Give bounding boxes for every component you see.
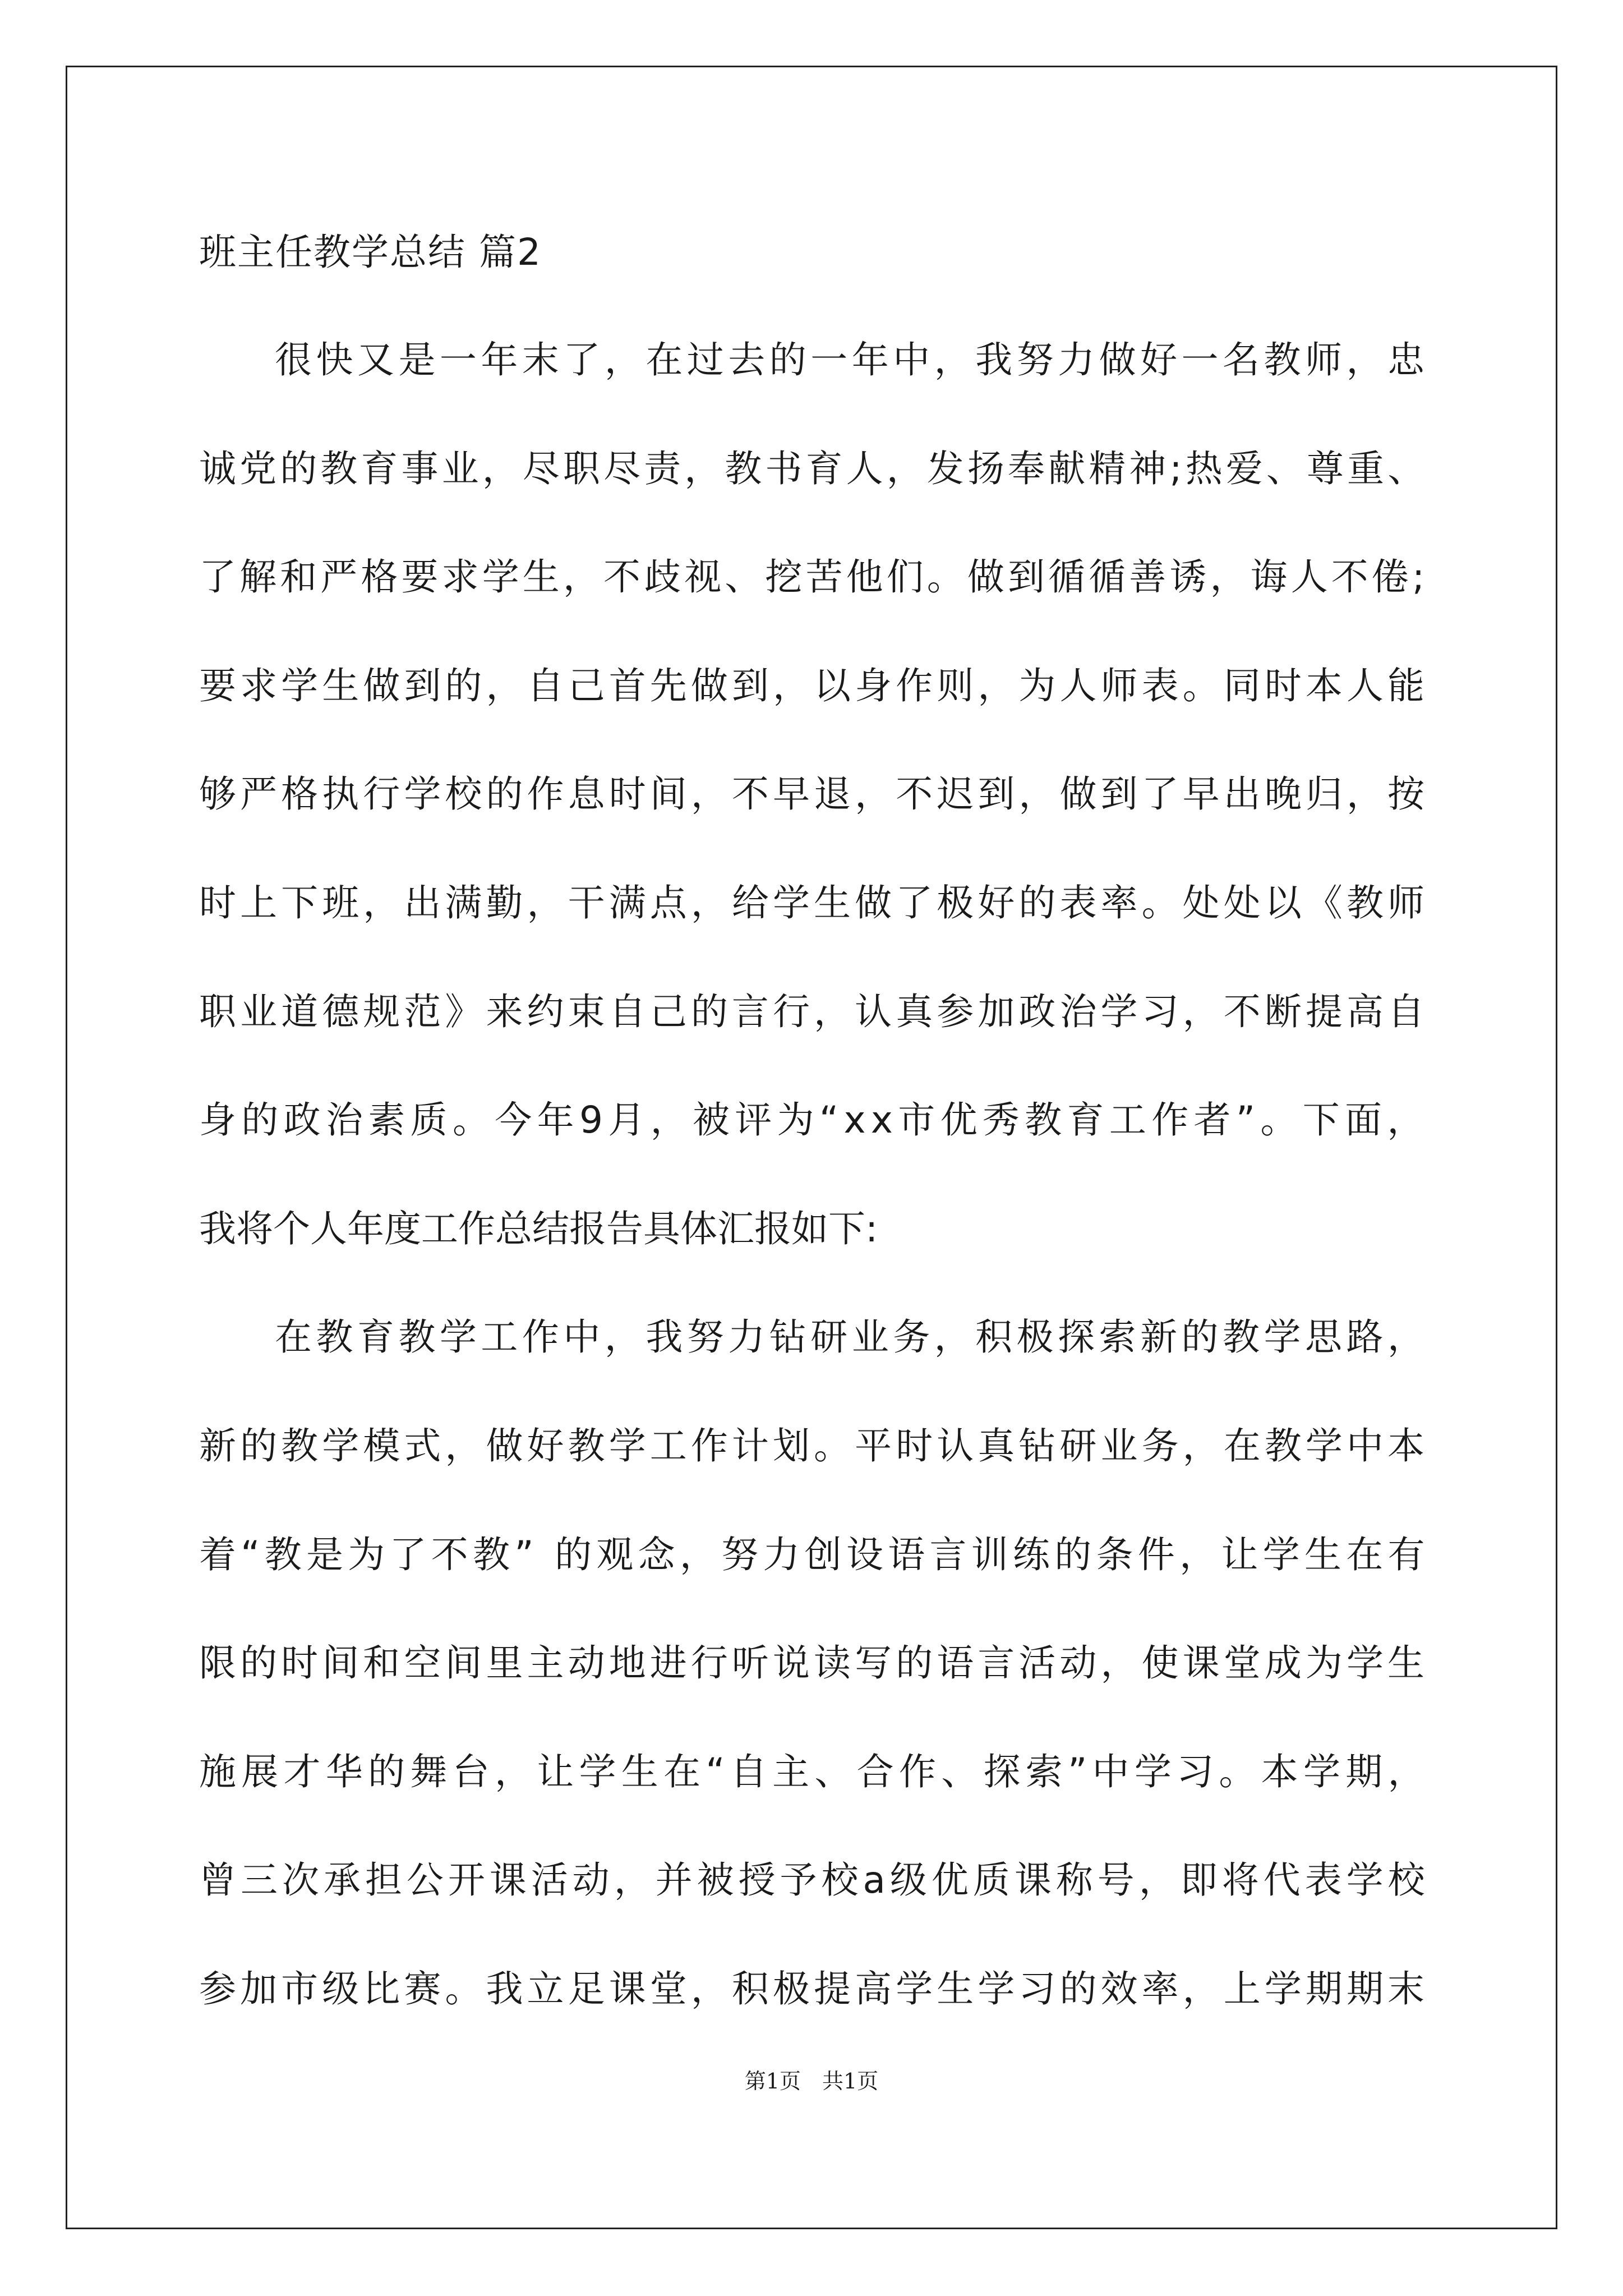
document-title: 班主任教学总结 篇2	[199, 231, 542, 274]
body-line: 够严格执行学校的作息时间，不早退，不迟到，做到了早出晚归，按	[199, 772, 1429, 816]
body-line: 我将个人年度工作总结报告具体汇报如下:	[199, 1207, 878, 1250]
body-line: 身的政治素质。今年9月，被评为“xx市优秀教育工作者”。下面，	[199, 1098, 1430, 1142]
body-line: 了解和严格要求学生，不歧视、挖苦他们。做到循循善诱，诲人不倦;	[199, 555, 1428, 599]
body-line: 职业道德规范》来约束自己的言行，认真参加政治学习，不断提高自	[199, 990, 1429, 1033]
body-line: 新的教学模式，做好教学工作计划。平时认真钻研业务，在教学中本	[199, 1424, 1429, 1467]
body-line: 参加市级比赛。我立足课堂，积极提高学生学习的效率，上学期期末	[199, 1967, 1429, 2010]
body-line: 要求学生做到的，自己首先做到，以身作则，为人师表。同时本人能	[199, 664, 1429, 707]
body-line: 在教育教学工作中，我努力钻研业务，积极探索新的教学思路，	[275, 1315, 1429, 1359]
page-footer: 第1页 共1页	[744, 2069, 879, 2093]
body-line: 时上下班，出满勤，干满点，给学生做了极好的表率。处处以《教师	[199, 881, 1429, 924]
body-line: 施展才华的舞台，让学生在“自主、合作、探索”中学习。本学期，	[199, 1750, 1430, 1793]
body-line: 曾三次承担公开课活动，并被授予校a级优质课称号，即将代表学校	[199, 1858, 1430, 1902]
body-line: 很快又是一年末了，在过去的一年中，我努力做好一名教师，忠	[275, 338, 1429, 381]
body-line: 限的时间和空间里主动地进行听说读写的语言活动，使课堂成为学生	[199, 1641, 1429, 1685]
body-line: 着“教是为了不教” 的观念，努力创设语言训练的条件，让学生在有	[199, 1533, 1430, 1576]
body-line: 诚党的教育事业，尽职尽责，教书育人，发扬奉献精神;热爱、尊重、	[199, 447, 1428, 490]
